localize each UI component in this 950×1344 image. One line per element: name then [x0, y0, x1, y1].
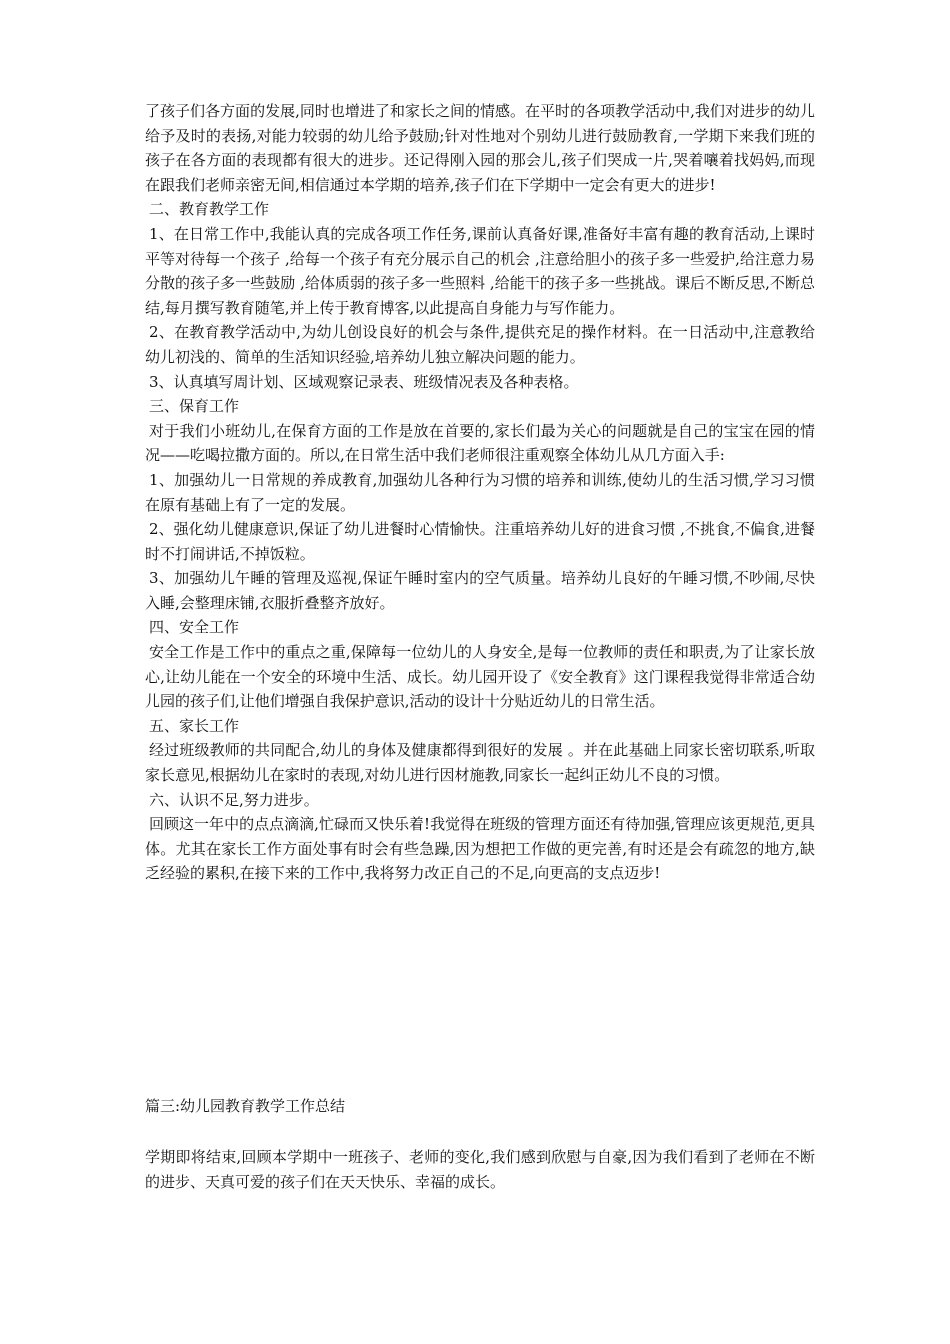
section-heading: 六、认识不足,努力进步。 [149, 790, 319, 809]
paragraph: 3、认真填写周计划、区域观察记录表、班级情况表及各种表格。 [149, 372, 579, 391]
paragraph: 2、在教育教学活动中,为幼儿创设良好的机会与条件,提供充足的操作材料。在一日活动中,注意教给幼儿初浅的、简单的生活知识经验,培养幼儿独立解决问题的能力。 [145, 323, 815, 366]
paragraph: 1、加强幼儿一日常规的养成教育,加强幼儿各种行为习惯的培养和训练,使幼儿的生活习惯,学习习惯在原有基础上有了一定的发展。 [145, 470, 815, 514]
paragraph: 2、强化幼儿健康意识,保证了幼儿进餐时心情愉快。注重培养幼儿好的进食习惯 ,不挑食,不偏食,进餐时不打闹讲话,不掉饭粒。 [145, 520, 815, 563]
paragraph: 1、在日常工作中,我能认真的完成各项工作任务,课前认真备好课,准备好丰富有趣的教育活动,上课时平等对待每一个孩子 ,给每一个孩子有充分展示自己的机会 ,注意给胆小的孩子多一些爱护,给注意力易分散的孩子多一些鼓励 ,给体质弱的孩子多一些照料 ,给能干的孩子多一些挑战。课后不断反思,不断总结,每月撰写教育随笔,并上传于教育博客,以此提高自身能力与写作能力。 [145, 224, 815, 317]
section-heading: 五、家长工作 [149, 716, 240, 735]
paragraph: 对于我们小班幼儿,在保育方面的工作是放在首要的,家长们最为关心的问题就是自己的宝宝在园的情况——吃喝拉撒方面的。所以,在日常生活中我们老师很注重观察全体幼儿从几方面入手: [145, 421, 815, 465]
section-heading: 二、教育教学工作 [149, 200, 270, 219]
paragraph: 安全工作是工作中的重点之重,保障每一位幼儿的人身安全,是每一位教师的责任和职责,为了让家长放心,让幼儿能在一个安全的环境中生活、成长。幼儿园开设了《安全教育》这门课程我觉得非常适合幼儿园的孩子们,让他们增强自我保护意识,活动的设计十分贴近幼儿的日常生活。 [145, 643, 815, 711]
section-heading: 四、安全工作 [149, 618, 240, 637]
paragraph: 回顾这一年中的点点滴滴,忙碌而又快乐着!我觉得在班级的管理方面还有待加强,管理应该更规范,更具体。尤其在家长工作方面处事有时会有些急躁,因为想把工作做的更完善,有时还是会有疏忽的地方,缺乏经验的累积,在接下来的工作中,我将努力改正自己的不足,向更高的支点迈步! [145, 815, 815, 883]
document-body [145, 99, 815, 886]
paragraph: 3、加强幼儿午睡的管理及巡视,保证午睡时室内的空气质量。培养幼儿良好的午睡习惯,不吵闹,尽快入睡,会整理床铺,衣服折叠整齐放好。 [145, 569, 815, 612]
section-heading: 三、保育工作 [149, 397, 240, 416]
paragraph: 了孩子们各方面的发展,同时也增进了和家长之间的情感。在平时的各项教学活动中,我们对进步的幼儿给予及时的表扬,对能力较弱的幼儿给予鼓励;针对性地对个别幼儿进行鼓励教育,一学期下来我们班的孩子在各方面的表现都有很大的进步。还记得刚入园的那会儿,孩子们哭成一片,哭着嚷着找妈妈,而现在跟我们老师亲密无间,相信通过本学期的培养,孩子们在下学期中一定会有更大的进步! [145, 102, 815, 194]
article-title: 篇三:幼儿园教育教学工作总结 [145, 1097, 346, 1115]
paragraph: 经过班级教师的共同配合,幼儿的身体及健康都得到很好的发展 。并在此基础上同家长密切联系,听取家长意见,根据幼儿在家时的表现,对幼儿进行因材施教,同家长一起纠正幼儿不良的习惯。 [145, 741, 815, 785]
intro-paragraph: 学期即将结束,回顾本学期中一班孩子、老师的变化,我们感到欣慰与自豪,因为我们看到了老师在不断的进步、天真可爱的孩子们在天天快乐、幸福的成长。 [145, 1148, 815, 1191]
